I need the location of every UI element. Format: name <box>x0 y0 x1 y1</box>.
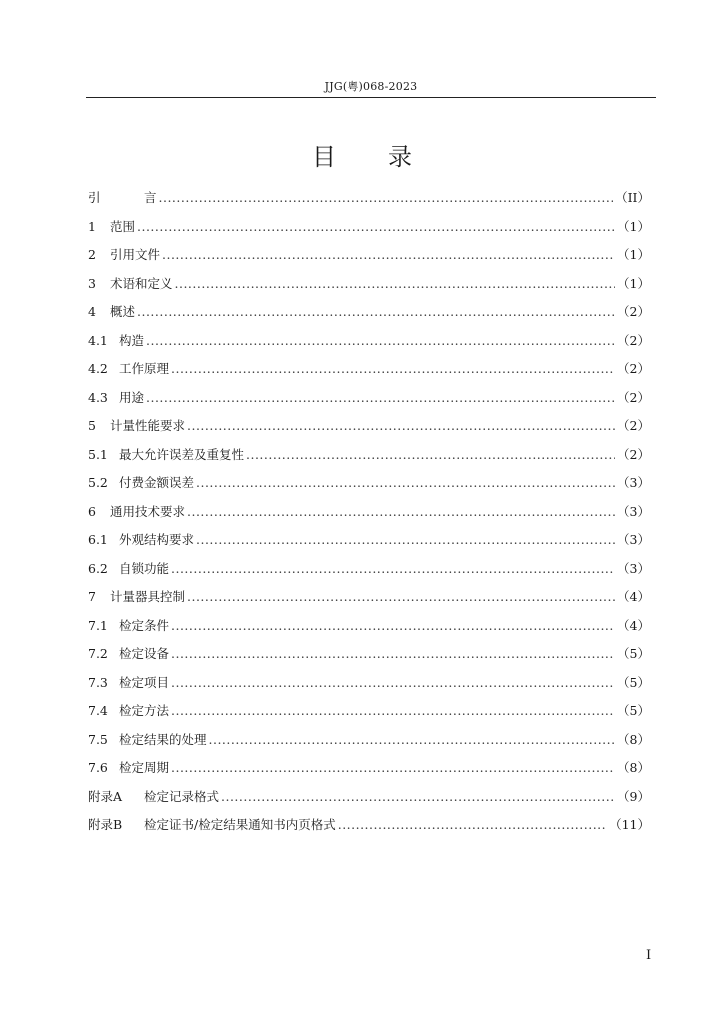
toc-entry[interactable] <box>88 730 650 759</box>
toc-page: （2） <box>617 304 650 319</box>
toc-number: 附录B <box>88 817 123 832</box>
toc-entry[interactable] <box>88 331 650 360</box>
toc-label: 构造 <box>119 332 145 348</box>
toc-page: （1） <box>617 247 650 262</box>
dot-leader <box>209 732 616 747</box>
toc-number: 7.6 <box>88 760 108 775</box>
dot-leader <box>171 703 615 718</box>
toc-page: （3） <box>617 560 650 576</box>
dot-leader <box>196 532 615 547</box>
toc-page: （8） <box>617 760 650 775</box>
toc-entry[interactable] <box>88 787 650 816</box>
dot-leader <box>171 646 615 661</box>
toc-page: （2） <box>617 418 650 433</box>
toc-page: （5） <box>617 646 650 661</box>
table-of-contents <box>88 188 650 844</box>
toc-number: 7.4 <box>88 703 108 718</box>
toc-page: （3） <box>617 503 650 519</box>
dot-leader <box>196 475 615 490</box>
toc-label: 工作原理 <box>119 361 170 376</box>
toc-entry[interactable] <box>88 673 650 702</box>
dot-leader <box>187 418 615 433</box>
toc-entry[interactable] <box>88 388 650 417</box>
toc-entry[interactable] <box>88 701 650 730</box>
toc-number: 1 <box>88 218 96 234</box>
toc-entry[interactable] <box>88 416 650 445</box>
toc-page: （1） <box>617 218 650 234</box>
toc-number: 4.3 <box>88 389 108 405</box>
toc-number: 3 <box>88 275 96 291</box>
toc-label: 检定设备 <box>119 646 170 661</box>
toc-number: 7.2 <box>88 646 108 661</box>
toc-entry[interactable] <box>88 359 650 388</box>
toc-page: （2） <box>617 446 650 462</box>
toc-number: 7.1 <box>88 617 108 633</box>
title-char-2: 录 <box>388 143 412 171</box>
toc-number: 引 <box>88 190 101 205</box>
toc-page: （5） <box>617 703 650 718</box>
toc-label: 外观结构要求 <box>119 532 195 547</box>
document-code-header: JJG(粤)068-2023 <box>324 80 418 93</box>
toc-number: 4 <box>88 304 96 319</box>
toc-entry[interactable] <box>88 445 650 474</box>
toc-page: （1） <box>617 275 650 291</box>
toc-entry[interactable] <box>88 616 650 645</box>
dot-leader <box>159 190 614 205</box>
toc-label: 付费金额误差 <box>119 475 195 490</box>
page-title <box>0 137 724 172</box>
toc-label: 检定记录格式 <box>144 788 220 804</box>
toc-label: 术语和定义 <box>110 275 173 291</box>
toc-number: 6.2 <box>88 560 108 576</box>
toc-entry[interactable] <box>88 245 650 274</box>
toc-entry[interactable] <box>88 274 650 303</box>
toc-number: 附录A <box>88 788 123 804</box>
toc-entry[interactable] <box>88 758 650 787</box>
toc-label: 检定条件 <box>119 617 170 633</box>
dot-leader <box>171 361 615 376</box>
toc-label: 检定项目 <box>119 674 170 690</box>
toc-number: 4.1 <box>88 332 108 348</box>
toc-number: 7 <box>88 589 96 604</box>
toc-page: （II） <box>615 190 650 205</box>
dot-leader <box>171 561 615 576</box>
toc-page: （4） <box>617 617 650 633</box>
toc-page: （11） <box>609 817 650 832</box>
toc-page: （2） <box>617 332 650 348</box>
toc-label: 引用文件 <box>110 247 161 262</box>
toc-entry[interactable] <box>88 815 650 844</box>
toc-entry[interactable] <box>88 473 650 502</box>
toc-entry[interactable] <box>88 502 650 531</box>
toc-entry[interactable] <box>88 587 650 616</box>
dot-leader <box>246 447 615 462</box>
dot-leader <box>171 675 615 690</box>
toc-number: 5.2 <box>88 475 108 490</box>
toc-page: （2） <box>617 389 650 405</box>
toc-entry[interactable] <box>88 188 650 217</box>
page-number: I <box>646 948 652 963</box>
toc-number: 7.3 <box>88 674 108 690</box>
toc-number: 7.5 <box>88 731 108 747</box>
toc-entry[interactable] <box>88 302 650 331</box>
dot-leader <box>338 817 607 832</box>
dot-leader <box>146 333 615 348</box>
toc-label: 检定结果的处理 <box>119 731 207 747</box>
toc-label: 范围 <box>110 218 136 234</box>
dot-leader <box>187 589 615 604</box>
toc-page: （3） <box>617 532 650 547</box>
toc-page: （3） <box>617 475 650 490</box>
toc-label: 通用技术要求 <box>110 503 186 519</box>
toc-label: 检定证书/检定结果通知书内页格式 <box>144 817 336 832</box>
header-divider <box>86 97 656 98</box>
toc-number: 6 <box>88 503 96 519</box>
toc-number: 6.1 <box>88 532 108 547</box>
dot-leader <box>171 760 615 775</box>
toc-page: （8） <box>617 731 650 747</box>
toc-number: 5 <box>88 418 96 433</box>
toc-number: 2 <box>88 247 96 262</box>
toc-label: 言 <box>144 190 157 205</box>
dot-leader <box>171 618 615 633</box>
toc-entry[interactable] <box>88 644 650 673</box>
dot-leader <box>175 276 616 291</box>
toc-entry[interactable] <box>88 559 650 588</box>
toc-number: 4.2 <box>88 361 108 376</box>
toc-entry[interactable] <box>88 217 650 246</box>
title-char-1: 目 <box>312 143 336 171</box>
dot-leader <box>221 789 615 804</box>
toc-label: 计量性能要求 <box>110 418 186 433</box>
dot-leader <box>137 304 615 319</box>
toc-page: （5） <box>617 674 650 690</box>
toc-page: （9） <box>617 788 650 804</box>
dot-leader <box>187 504 615 519</box>
toc-label: 最大允许误差及重复性 <box>119 446 245 462</box>
toc-page: （4） <box>617 589 650 604</box>
toc-label: 检定方法 <box>119 703 170 718</box>
toc-label: 自锁功能 <box>119 560 170 576</box>
toc-label: 检定周期 <box>119 760 170 775</box>
toc-label: 用途 <box>119 389 145 405</box>
toc-entry[interactable] <box>88 530 650 559</box>
toc-label: 概述 <box>110 304 136 319</box>
dot-leader <box>146 390 615 405</box>
toc-page: （2） <box>617 361 650 376</box>
toc-number: 5.1 <box>88 446 108 462</box>
dot-leader <box>162 247 615 262</box>
dot-leader <box>137 219 615 234</box>
toc-label: 计量器具控制 <box>110 589 186 604</box>
